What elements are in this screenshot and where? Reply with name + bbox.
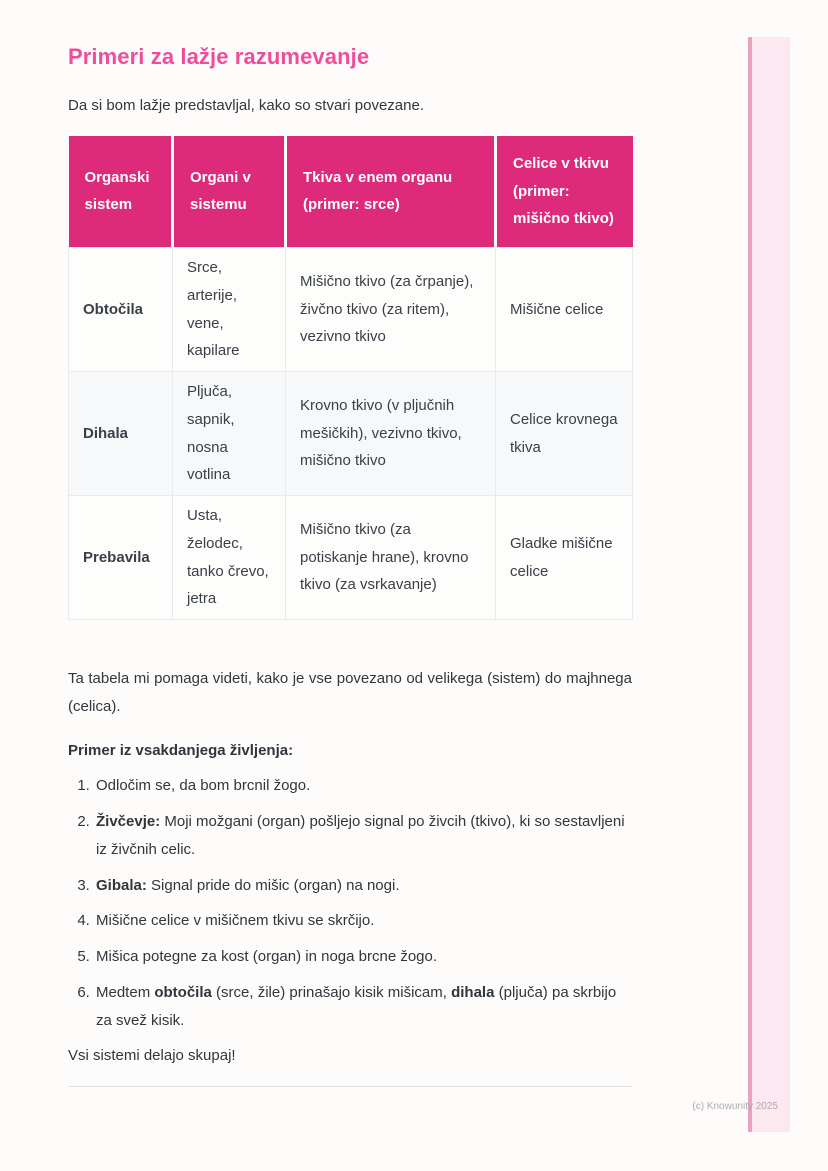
list-item: 5. Mišica potegne za kost (organ) in noga brcne žogo. [94,943,632,971]
cell-organs: Usta, želodec, tanko črevo, jetra [173,496,286,620]
document-content [68,44,632,1087]
page-edge-stripe [748,37,790,1132]
table-row-obtocila [69,248,633,372]
table-header-row [69,136,633,248]
table-row-prebavila [69,496,633,620]
divider [68,1086,632,1087]
cell-cells: Mišične celice [496,248,633,372]
cell-organs: Srce, arterije, vene, kapilare [173,248,286,372]
closing-paragraph: Vsi sistemi delajo skupaj! [68,1047,236,1065]
cell-cells: Celice krovnega tkiva [496,372,633,496]
organ-systems-table [68,136,633,620]
footer-copyright: (c) Knowunity 2025 [692,1101,778,1112]
example-heading: Primer iz vsakdanjega življenja: [68,741,294,759]
example-list [68,772,632,1034]
table-row-dihala [69,372,633,496]
cell-tissues: Mišično tkivo (za črpanje), živčno tkivo (za ritem), vezivno tkivo [286,248,496,372]
summary-paragraph: Ta tabela mi pomaga videti, kako je vse povezano od velikega (sistem) do majhnega (celica). [68,670,632,715]
cell-system: Prebavila [69,496,173,620]
cell-cells: Gladke mišične celice [496,496,633,620]
list-item: 4. Mišične celice v mišičnem tkivu se skrčijo. [94,907,632,935]
table-header-organski-sistem: Organski sistem [69,136,173,248]
cell-system: Dihala [69,372,173,496]
list-item: 6. Medtem obtočila (srce, žile) prinašajo kisik mišicam, dihala (pljuča) pa skrbijo za svež kisik. [94,979,632,1035]
table-header-celice: Celice v tkivu (primer: mišično tkivo) [496,136,633,248]
table-header-tkiva: Tkiva v enem organu (primer: srce) [286,136,496,248]
cell-tissues: Mišično tkivo (za potiskanje hrane), krovno tkivo (za vsrkavanje) [286,496,496,620]
cell-tissues: Krovno tkivo (v pljučnih mešičkih), vezivno tkivo, mišično tkivo [286,372,496,496]
intro-paragraph: Da si bom lažje predstavljal, kako so stvari povezane. [68,97,425,115]
page-title: Primeri za lažje razumevanje [68,44,370,69]
list-item: 1. Odločim se, da bom brcnil žogo. [94,772,632,800]
cell-organs: Pljuča, sapnik, nosna votlina [173,372,286,496]
table-header-organi-v-sistemu: Organi v sistemu [173,136,286,248]
list-item: 2. Živčevje: Moji možgani (organ) pošljejo signal po živcih (tkivo), ki so sestavljeni iz živčnih celic. [94,808,632,864]
cell-system: Obtočila [69,248,173,372]
list-item: 3. Gibala: Signal pride do mišic (organ) na nogi. [94,872,632,900]
